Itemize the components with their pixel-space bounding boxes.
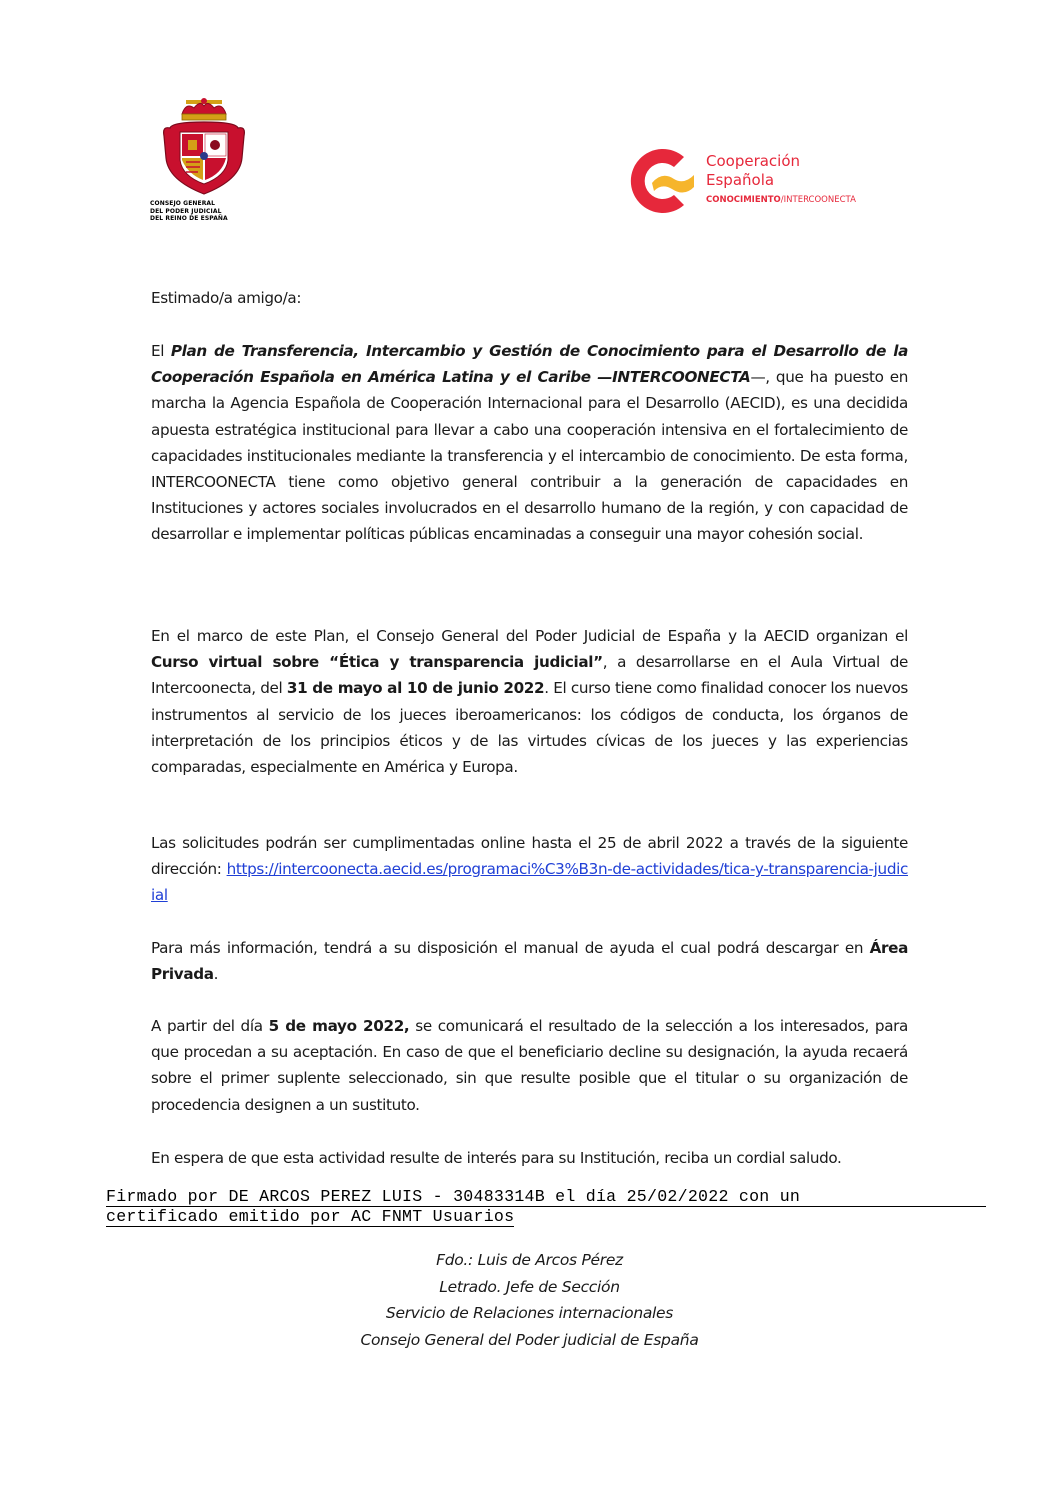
signer-position: Letrado. Jefe de Sección [439, 1277, 620, 1296]
digital-signature-stamp [106, 1187, 986, 1227]
cgpj-logo [150, 98, 258, 232]
stamp-line-2: certificado emitido por AC FNMT Usuarios [106, 1207, 515, 1226]
stamp-line-1: Firmado por DE ARCOS PEREZ LUIS - 30483314B el día 25/02/2022 con un [106, 1187, 986, 1207]
paragraph-closing: En espera de que esta actividad resulte de interés para su Institución, reciba un cordial saludo. [151, 1149, 842, 1167]
private-area: Área Privada [151, 939, 908, 984]
paragraph-more-info: Para más información, tendrá a su disposición el manual de ayuda el cual podrá descargar en Área Privada. [151, 939, 908, 984]
intercoonecta-tagline: CONOCIMIENTO/INTERCOONECTA [706, 195, 856, 205]
paragraph-selection: A partir del día 5 de mayo 2022, se comunicará el resultado de la selección a los interesados, para que procedan a su aceptación. En caso de que el beneficiario decline su designación, la ayuda recaerá sobre el primer suplente seleccionado, sin que resulte posible que el titular o su organización de procedencia designen a un sustituto. [151, 1017, 908, 1114]
paragraph-intercoonecta: El Plan de Transferencia, Intercambio y Gestión de Conocimiento para el Desarrollo de la Cooperación Española en América Latina y el Caribe —INTERCOONECTA—, que ha puesto en marcha la Agencia Española de Cooperación Internacional para el Desarrollo (AECID), es una decidida apuesta estratégica institucional para llevar a cabo una cooperación intensiva en el fortalecimiento de capacidades institucionales mediante la transferencia y el intercambio de conocimiento. De esta forma, INTERCOONECTA tiene como objetivo general contribuir a la generación de capacidades en Instituciones y actores sociales involucrados en el desarrollo humano de la región, y con capacidad de desarrollar e implementar políticas públicas encaminadas a conseguir una mayor cohesión social. [151, 342, 908, 544]
application-link[interactable]: https://intercoonecta.aecid.es/programaci%C3%B3n-de-actividades/tica-y-transparencia-judicial [151, 860, 908, 905]
cooperacion-espanola-logo [622, 143, 922, 223]
course-title: Curso virtual sobre “Ética y transparencia judicial” [151, 653, 603, 672]
cooperacion-c-icon [622, 143, 698, 219]
signer-institution: Consejo General del Poder judicial de España [360, 1330, 699, 1349]
signature-block [151, 1247, 908, 1353]
cooperacion-name: Cooperación Española [706, 152, 801, 189]
paragraph-course: En el marco de este Plan, el Consejo General del Poder Judicial de España y la AECID organizan el Curso virtual sobre “Ética y transparencia judicial”, a desarrollarse en el Aula Virtual de Intercoonecta, del 31 de mayo al 10 de junio 2022. El curso tiene como finalidad conocer los nuevos instrumentos al servicio de los jueces iberoamericanos: los códigos de conducta, los órganos de interpretación de los principios éticos y de las virtudes cívicas de los jueces y las experiencias comparadas, especialmente en América y Europa. [151, 627, 909, 777]
cgpj-crest-icon [156, 98, 252, 198]
paragraph-applications: Las solicitudes podrán ser cumplimentadas online hasta el 25 de abril 2022 a través de la siguiente dirección: https://intercoonecta.aecid.es/programaci%C3%B3n-de-actividades/tica-y-transparencia-judicial [151, 834, 908, 905]
greeting: Estimado/a amigo/a: [151, 289, 302, 307]
selection-date: 5 de mayo 2022, [268, 1017, 410, 1035]
course-dates: 31 de mayo al 10 de junio 2022 [286, 679, 545, 698]
plan-name: Plan de Transferencia, Intercambio y Gestión de Conocimiento para el Desarrollo de la Cooperación Española en América Latina y el Caribe —INTERCOONECTA [151, 342, 908, 387]
signer-name: Fdo.: Luis de Arcos Pérez [436, 1251, 623, 1269]
cgpj-caption: CONSEJO GENERAL DEL PODER JUDICIAL DEL REINO DE ESPAÑA [150, 200, 228, 222]
signer-service: Servicio de Relaciones internacionales [385, 1304, 674, 1322]
